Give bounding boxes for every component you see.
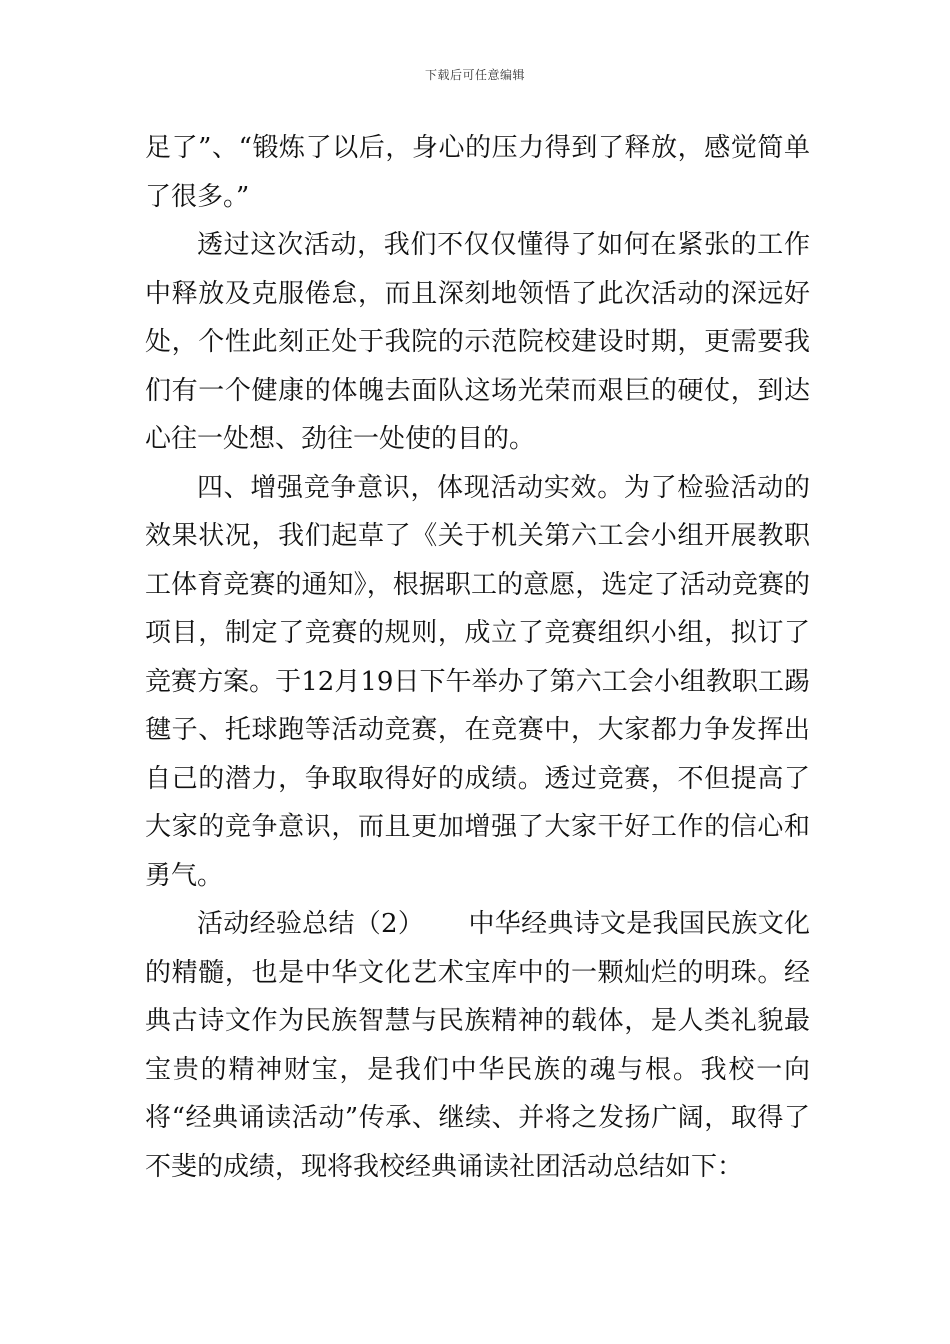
paragraph-continuation: 足了”、“锻炼了以后，身心的压力得到了释放，感觉简单了很多。” bbox=[145, 133, 810, 212]
document-body bbox=[145, 124, 810, 1191]
section-text: 中华经典诗文是我国民族文化的精髓，也是中华文化艺术宝库中的一颗灿烂的明珠。经典古诗文作为民族智慧与民族精神的载体，是人类礼貌最宝贵的精神财宝，是我们中华民族的魂与根。我校一向将“经典诵读活动”传承、继续、并将之发扬广阔，取得了不斐的成绩，现将我校经典诵读社团活动总结如下： bbox=[145, 909, 810, 1182]
page-header: 下载后可任意编辑 bbox=[424, 68, 525, 82]
paragraph-summary-2 bbox=[145, 900, 810, 1191]
paragraph-competition: 四、增强竞争意识，体现活动实效。为了检验活动的效果状况，我们起草了《关于机关第六工会小组开展教职工体育竞赛的通知》，根据职工的意愿，选定了活动竞赛的项目，制定了竞赛的规则，成立了竞赛组织小组，拟订了竞赛方案。于12月19日下午举办了第六工会小组教职工踢毽子、托球跑等活动竞赛，在竞赛中，大家都力争发挥出自己的潜力，争取取得好的成绩。透过竞赛，不但提高了大家的竞争意识，而且更加增强了大家干好工作的信心和勇气。 bbox=[145, 472, 810, 891]
section-heading: 活动经验总结（2） bbox=[197, 909, 425, 939]
paragraph-activity-reflection: 透过这次活动，我们不仅仅懂得了如何在紧张的工作中释放及克服倦怠，而且深刻地领悟了此次活动的深远好处，个性此刻正处于我院的示范院校建设时期，更需要我们有一个健康的体魄去面队这场光荣而艰巨的硬仗，到达心往一处想、劲往一处使的目的。 bbox=[145, 230, 810, 454]
